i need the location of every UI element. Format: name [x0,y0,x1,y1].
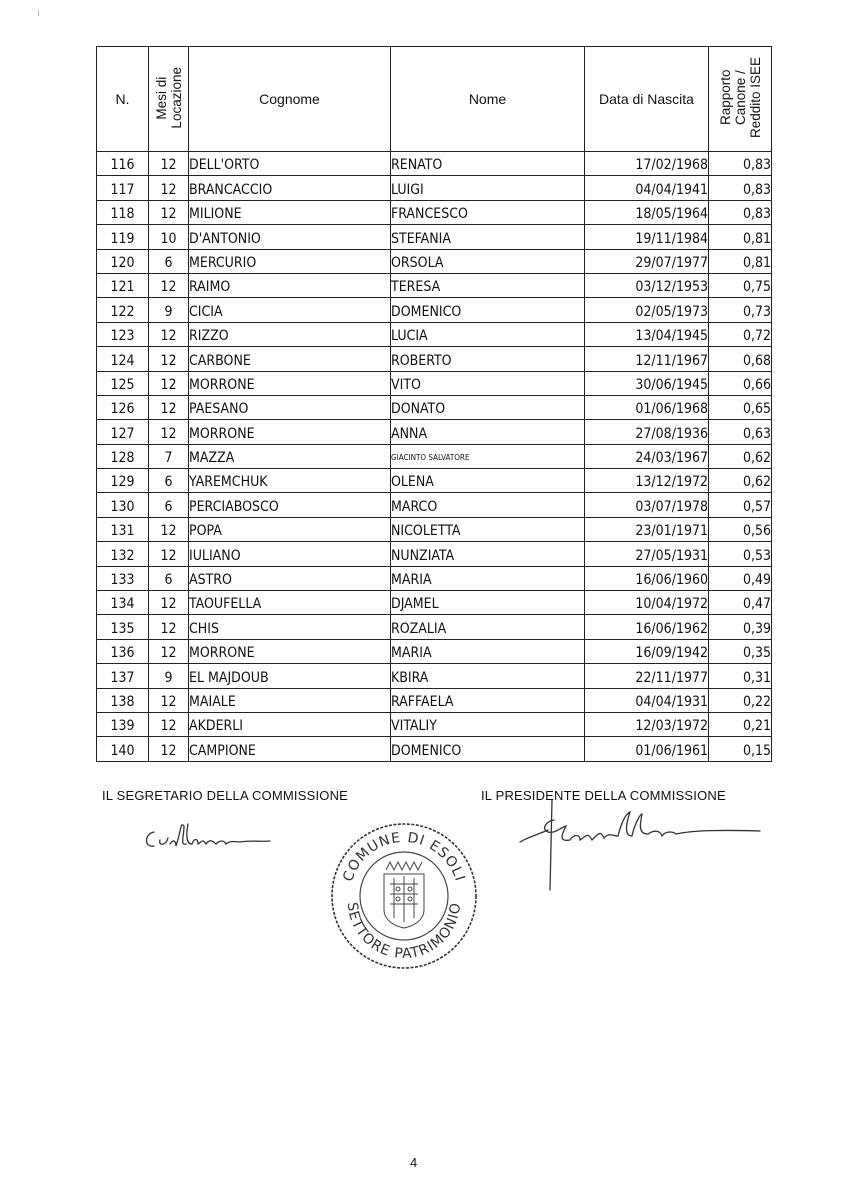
cell-mesi: 12 [149,420,189,444]
cell-n: 118 [97,200,149,224]
cell-mesi: 12 [149,371,189,395]
cell-data-nascita: 04/04/1931 [585,688,709,712]
cell-nome: ROZALIA [391,615,585,639]
cell-rapporto: 0,75 [709,273,772,297]
cell-rapporto: 0,66 [709,371,772,395]
table-row [97,371,772,395]
cell-mesi: 12 [149,639,189,663]
cell-nome: VITO [391,371,585,395]
cell-nome: FRANCESCO [391,200,585,224]
cell-n: 130 [97,493,149,517]
cell-n: 120 [97,249,149,273]
table-row [97,273,772,297]
cell-cognome: CARBONE [189,347,391,371]
cell-nome: TERESA [391,273,585,297]
cell-nome: DOMENICO [391,737,585,761]
table-row [97,469,772,493]
cell-cognome: PERCIABOSCO [189,493,391,517]
secretary-signature [140,818,290,858]
cell-nome: KBIRA [391,664,585,688]
page-number: 4 [410,1155,418,1170]
table-body [97,152,772,762]
cell-mesi: 9 [149,664,189,688]
header-nome: Nome [391,47,585,152]
cell-mesi: 6 [149,566,189,590]
cell-cognome: IULIANO [189,542,391,566]
cell-mesi: 12 [149,542,189,566]
header-data-nascita: Data di Nascita [585,47,709,152]
cell-nome: MARCO [391,493,585,517]
cell-cognome: CHIS [189,615,391,639]
stamp-bottom-text: SETTORE PATRIMONIO [343,901,465,963]
table-row [97,176,772,200]
table-row [97,225,772,249]
scan-artifact [38,10,39,16]
cell-cognome: DELL'ORTO [189,152,391,176]
cell-mesi: 12 [149,395,189,419]
cell-cognome: MERCURIO [189,249,391,273]
cell-mesi: 12 [149,322,189,346]
crest-icon [384,862,424,928]
cell-data-nascita: 27/08/1936 [585,420,709,444]
cell-cognome: AKDERLI [189,712,391,736]
cell-n: 140 [97,737,149,761]
table-row [97,712,772,736]
cell-rapporto: 0,63 [709,420,772,444]
municipal-stamp [328,818,480,970]
header-n: N. [97,47,149,152]
cell-nome: MARIA [391,639,585,663]
cell-data-nascita: 01/06/1968 [585,395,709,419]
cell-cognome: D'ANTONIO [189,225,391,249]
cell-nome: OLENA [391,469,585,493]
cell-cognome: MORRONE [189,420,391,444]
table-row [97,152,772,176]
header-mesi-text: Mesi di Locazione [153,66,184,129]
cell-cognome: ASTRO [189,566,391,590]
cell-nome: ROBERTO [391,347,585,371]
cell-mesi: 6 [149,249,189,273]
stamp-top-text: COMUNE DI ESOLI [340,829,468,884]
table-row [97,298,772,322]
cell-rapporto: 0,65 [709,395,772,419]
cell-data-nascita: 16/06/1960 [585,566,709,590]
cell-data-nascita: 13/04/1945 [585,322,709,346]
cell-cognome: MAIALE [189,688,391,712]
cell-data-nascita: 12/03/1972 [585,712,709,736]
cell-rapporto: 0,62 [709,469,772,493]
president-signature [514,800,764,895]
cell-rapporto: 0,83 [709,176,772,200]
cell-mesi: 12 [149,712,189,736]
secretary-label: IL SEGRETARIO DELLA COMMISSIONE [102,788,349,803]
cell-cognome: TAOUFELLA [189,591,391,615]
table-row [97,395,772,419]
table-row [97,639,772,663]
cell-nome: NICOLETTA [391,517,585,541]
cell-data-nascita: 30/06/1945 [585,371,709,395]
cell-mesi: 6 [149,493,189,517]
cell-nome: ANNA [391,420,585,444]
cell-n: 134 [97,591,149,615]
cell-n: 121 [97,273,149,297]
cell-rapporto: 0,49 [709,566,772,590]
table-row [97,737,772,761]
cell-nome: DOMENICO [391,298,585,322]
cell-mesi: 12 [149,176,189,200]
cell-cognome: CICIA [189,298,391,322]
cell-n: 122 [97,298,149,322]
cell-mesi: 12 [149,737,189,761]
table-row [97,615,772,639]
cell-cognome: YAREMCHUK [189,469,391,493]
cell-data-nascita: 23/01/1971 [585,517,709,541]
cell-n: 132 [97,542,149,566]
cell-nome: VITALIY [391,712,585,736]
cell-n: 123 [97,322,149,346]
cell-data-nascita: 03/07/1978 [585,493,709,517]
cell-data-nascita: 12/11/1967 [585,347,709,371]
cell-mesi: 12 [149,347,189,371]
header-cognome: Cognome [189,47,391,152]
cell-nome-small: GIACINTO SALVATORE [391,453,470,463]
cell-nome: RAFFAELA [391,688,585,712]
cell-nome: RENATO [391,152,585,176]
cell-rapporto: 0,81 [709,249,772,273]
cell-nome: DJAMEL [391,591,585,615]
cell-n: 128 [97,444,149,468]
table-row [97,664,772,688]
cell-rapporto: 0,56 [709,517,772,541]
cell-mesi: 10 [149,225,189,249]
cell-cognome: EL MAJDOUB [189,664,391,688]
header-rapporto [709,47,772,152]
cell-rapporto: 0,21 [709,712,772,736]
cell-nome: STEFANIA [391,225,585,249]
cell-cognome: POPA [189,517,391,541]
cell-n: 124 [97,347,149,371]
cell-data-nascita: 19/11/1984 [585,225,709,249]
table-header-row [97,47,772,152]
table-row [97,200,772,224]
cell-mesi: 12 [149,591,189,615]
cell-data-nascita: 13/12/1972 [585,469,709,493]
cell-data-nascita: 18/05/1964 [585,200,709,224]
cell-data-nascita: 17/02/1968 [585,152,709,176]
cell-nome: DONATO [391,395,585,419]
cell-rapporto: 0,72 [709,322,772,346]
cell-rapporto: 0,47 [709,591,772,615]
cell-cognome: PAESANO [189,395,391,419]
cell-n: 139 [97,712,149,736]
cell-mesi: 7 [149,444,189,468]
cell-rapporto: 0,31 [709,664,772,688]
table-row [97,542,772,566]
cell-data-nascita: 01/06/1961 [585,737,709,761]
cell-rapporto: 0,39 [709,615,772,639]
cell-mesi: 12 [149,273,189,297]
cell-rapporto: 0,53 [709,542,772,566]
table-row [97,688,772,712]
cell-rapporto: 0,35 [709,639,772,663]
cell-n: 127 [97,420,149,444]
cell-data-nascita: 22/11/1977 [585,664,709,688]
cell-nome: ORSOLA [391,249,585,273]
cell-data-nascita: 16/09/1942 [585,639,709,663]
table-row [97,566,772,590]
cell-n: 116 [97,152,149,176]
cell-n: 126 [97,395,149,419]
cell-rapporto: 0,68 [709,347,772,371]
cell-mesi: 6 [149,469,189,493]
cell-mesi: 12 [149,517,189,541]
cell-n: 129 [97,469,149,493]
cell-mesi: 9 [149,298,189,322]
cell-mesi: 12 [149,615,189,639]
cell-rapporto: 0,81 [709,225,772,249]
cell-cognome: BRANCACCIO [189,176,391,200]
cell-data-nascita: 03/12/1953 [585,273,709,297]
cell-rapporto: 0,57 [709,493,772,517]
cell-data-nascita: 02/05/1973 [585,298,709,322]
cell-n: 136 [97,639,149,663]
cell-data-nascita: 10/04/1972 [585,591,709,615]
cell-nome [391,444,585,468]
president-label: IL PRESIDENTE DELLA COMMISSIONE [481,788,726,803]
cell-n: 125 [97,371,149,395]
cell-n: 137 [97,664,149,688]
cell-rapporto: 0,22 [709,688,772,712]
cell-cognome: MAZZA [189,444,391,468]
cell-cognome: MILIONE [189,200,391,224]
header-rapporto-text: Rapporto Canone / Reddito ISEE [717,56,763,139]
cell-data-nascita: 04/04/1941 [585,176,709,200]
table-row [97,322,772,346]
table-row [97,591,772,615]
cell-rapporto: 0,73 [709,298,772,322]
cell-nome: LUIGI [391,176,585,200]
ranking-table [96,46,772,762]
cell-nome: NUNZIATA [391,542,585,566]
cell-cognome: MORRONE [189,371,391,395]
cell-mesi: 12 [149,688,189,712]
cell-rapporto: 0,15 [709,737,772,761]
cell-mesi: 12 [149,200,189,224]
table-row [97,517,772,541]
cell-nome: LUCIA [391,322,585,346]
header-mesi [149,47,189,152]
cell-n: 138 [97,688,149,712]
cell-cognome: CAMPIONE [189,737,391,761]
cell-cognome: MORRONE [189,639,391,663]
cell-n: 131 [97,517,149,541]
cell-data-nascita: 27/05/1931 [585,542,709,566]
cell-cognome: RAIMO [189,273,391,297]
table-row [97,444,772,468]
cell-rapporto: 0,62 [709,444,772,468]
cell-data-nascita: 24/03/1967 [585,444,709,468]
table-row [97,249,772,273]
cell-n: 119 [97,225,149,249]
cell-cognome: RIZZO [189,322,391,346]
table-row [97,493,772,517]
cell-n: 135 [97,615,149,639]
cell-data-nascita: 16/06/1962 [585,615,709,639]
table-row [97,347,772,371]
cell-mesi: 12 [149,152,189,176]
cell-data-nascita: 29/07/1977 [585,249,709,273]
cell-rapporto: 0,83 [709,200,772,224]
cell-nome: MARIA [391,566,585,590]
table-row [97,420,772,444]
cell-n: 117 [97,176,149,200]
cell-n: 133 [97,566,149,590]
cell-rapporto: 0,83 [709,152,772,176]
